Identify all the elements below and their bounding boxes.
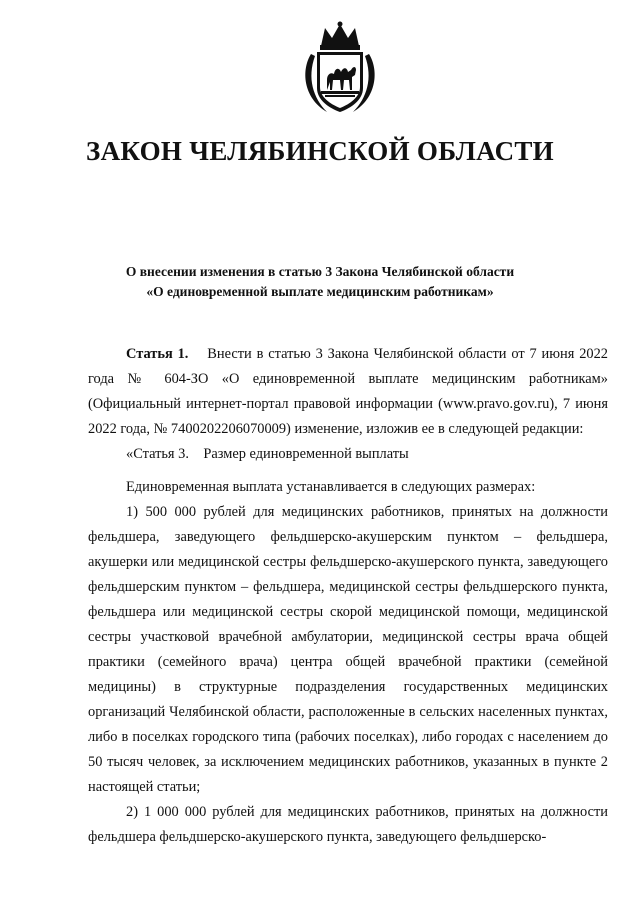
item-2-paragraph: 2) 1 000 000 рублей для медицинских работников, принятых на должности фельдшера фельдшерско-акушерского пункта, заведующего фельдшерско- [88,804,608,845]
article-label: Статья 1. [126,346,189,362]
quoted-article-heading: «Статья 3. Размер единовременной выплаты [126,446,409,462]
payment-lead-paragraph: Единовременная выплата устанавливается в следующих размерах: [126,479,536,495]
subtitle-line-1: О внесении изменения в статью 3 Закона Челябинской области [125,264,515,279]
article-1-paragraph [88,342,608,442]
law-title: ЗАКОН ЧЕЛЯБИНСКОЙ ОБЛАСТИ [86,136,554,166]
coat-of-arms-icon [297,20,383,118]
law-subtitle [60,262,580,302]
item-1-paragraph: 1) 500 000 рублей для медицинских работников, принятых на должности фельдшера, заведующего фельдшерско-акушерским пунктом – фельдшера, акушерки или медицинской сестры фельдшерско-акушерского пункта, заведующего фельдшерским пунктом – фельдшера, медицинской сестры фельдшерского пункта, фельдшера или медицинской сестры скорой медицинской помощи, медицинской сестры участковой врачебной амбулатории, медицинской сестры врача общей практики (семейного врача) центра общей врачебной практики (семейной медицины) в структурные подразделения государственных медицинских организаций Челябинской области, расположенные в сельских населенных пунктах, либо в поселках городского типа (рабочих поселках), либо городах с населением до 50 тысяч человек, за исключением медицинских работников, указанных в пункте 2 настоящей статьи; [88,504,608,795]
law-body [88,342,608,850]
article-intro: Внести в статью 3 Закона Челябинской области от 7 июня 2022 года № 604-ЗО «О единовременной выплате медицинским работникам» (Официальный интернет-портал правовой информации (www.pravo.gov.ru), 7 июня 2022 года, № 7400202206070009) изменение, изложив ее в следующей редакции: [88,346,608,437]
subtitle-line-2: «О единовременной выплате медицинским работникам» [146,284,494,299]
